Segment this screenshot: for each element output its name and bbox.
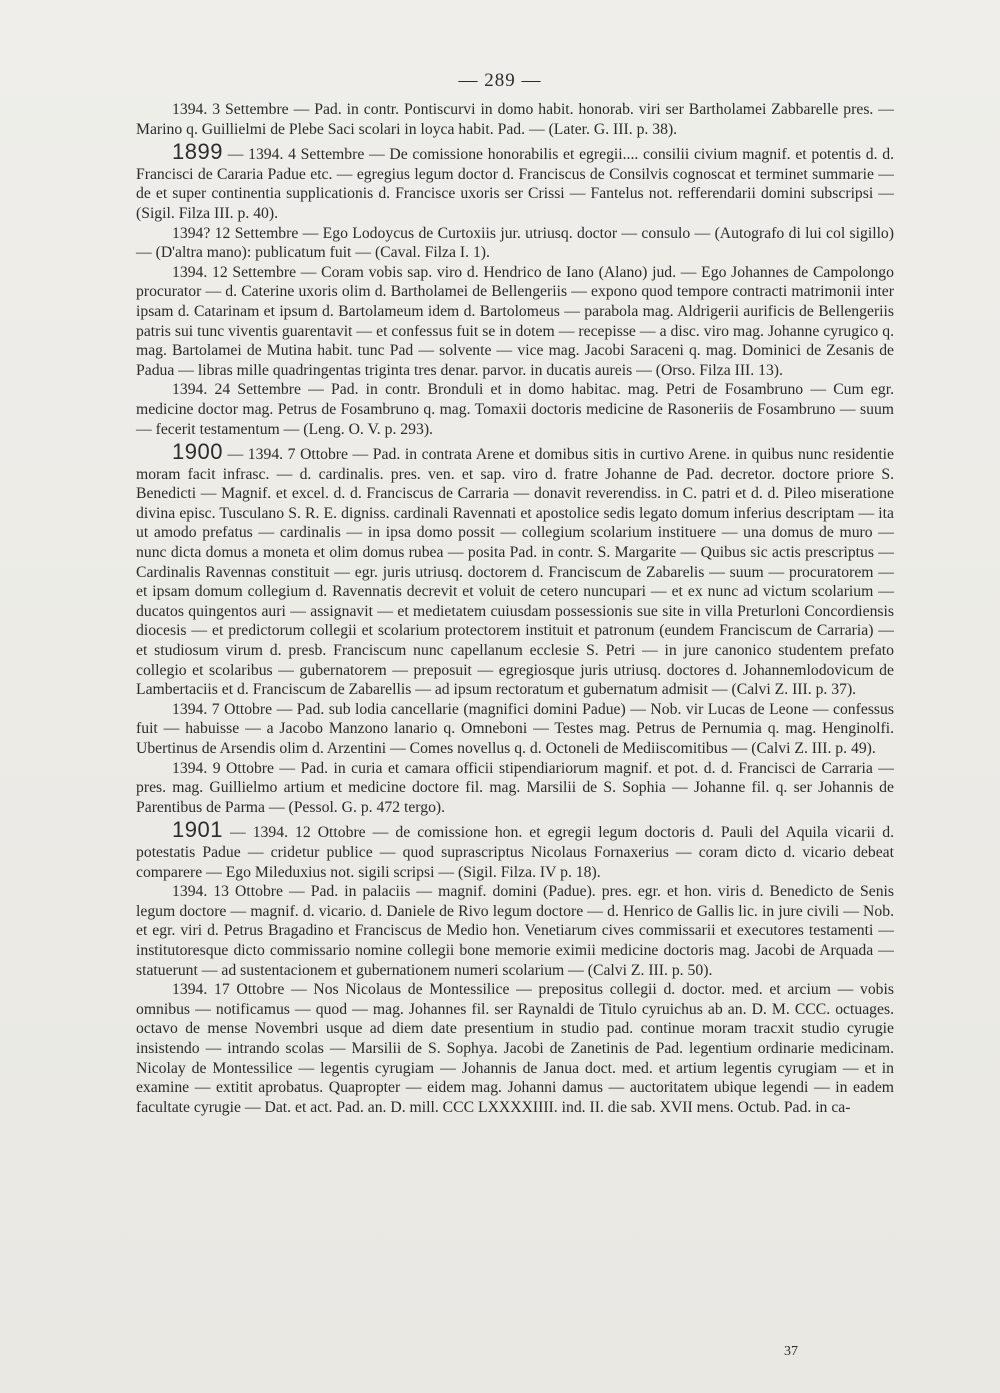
entry-text: 1394. 24 Settembre — Pad. in contr. Bronduli et in domo habitac. mag. Petri de Fosambruno — Cum egr. medicine doctor mag. Petrus de Fosambruno q. mag. Tomaxii doctoris medicine de Rasoneriis de Fosambruno — suum — fecerit testamentum — (Leng. O. V. p. 293).	[136, 381, 894, 438]
entry-text: 1394. 9 Ottobre — Pad. in curia et camara officii stipendiariorum magnif. et pot. d. d. Francisci de Carraria — pres. mag. Guillielmo artium et medicine doctore fil. mag. Marsilii de S. Sophia — Johanne fil. q. ser Johannis de Parentibus de Parma — (Pessol. G. p. 472 tergo).	[136, 759, 894, 816]
entry	[136, 980, 894, 1117]
entry	[136, 700, 894, 759]
entry	[136, 882, 894, 980]
document-number: 1899	[172, 139, 223, 165]
entry	[136, 759, 894, 818]
entry	[136, 439, 895, 700]
page-number: — 289 —	[458, 70, 542, 91]
entry	[136, 224, 894, 263]
entry-text: 1394. 3 Settembre — Pad. in contr. Pontiscurvi in domo habit. honorab. viri ser Bartholamei Zabbarelle pres. — Marino q. Guillielmi de Plebe Saci scolari in loyca habit. Pad. — (Later. G. III. p. 38).	[136, 101, 894, 138]
entry-text: 1394? 12 Settembre — Ego Lodoycus de Curtoxiis jur. utriusq. doctor — consulo — (Autografo di lui col sigillo) — (D'altra mano): publicatum fuit — (Caval. Filza I. 1).	[136, 224, 894, 262]
document-number: 1900	[172, 439, 223, 465]
signature-mark: 37	[784, 1344, 798, 1359]
entry-text: 1394. 7 Ottobre — Pad. sub lodia cancellarie (magnifici domini Padue) — Nob. vir Lucas de Leone — confessus fuit — habuisse — a Jacobo Manzono lanario q. Omneboni — Testes mag. Petrus de Pernumia q. mag. Henginolfi. Ubertinus de Arsendis olim d. Arzentini — Comes novellus q. d. Octoneli de Mediiscomitibus — (Calvi Z. III. p. 49).	[136, 700, 894, 757]
entry-text: 1394. 17 Ottobre — Nos Nicolaus de Montessilice — prepositus collegii d. doctor. med. et arcium — vobis omnibus — notificamus — quod — mag. Johannes fil. ser Raynaldi de Titulo cyruichus ab an. D. M. CCC. octuages. octavo de mense Novembri usque ad diem date presentium in studio pad. continue moram tracxit studio cyrugie insistendo — intrando scolas — Marsilii de S. Sophya. Jacobi de Zanetinis de Pad. legentium ordinarie medicinam. Nicolay de Montessilice — legentis cyrugiam — Johannis de Janua doct. med. et artium legentis cyrugiam — et in examine — extitit aprobatus. Quapropter — eidem mag. Johanni damus — auctoritatem ubique legendi — in eadem facultate cyrugie — Dat. et act. Pad. an. D. mill. CCC LXXXXIIII. ind. II. die sab. XVII mens. Octub. Pad. in ca-	[136, 981, 894, 1116]
entry	[136, 100, 894, 139]
document-number: 1901	[172, 817, 223, 843]
entry	[136, 380, 894, 439]
body-text	[136, 100, 894, 1117]
entry	[136, 139, 895, 223]
entry-text: 1394. 12 Settembre — Coram vobis sap. viro d. Hendrico de Iano (Alano) jud. — Ego Johannes de Campolongo procurator — d. Caterine uxoris olim d. Bartholamei de Bellengeriis — expono quod tempore contracti matrimonii inter ipsam d. Catarinam et ipsum d. Bartolameum idem d. Bartolomeus — parabola mag. Aldrigerii aurificis de Bellengeriis patris sui tunc viventis guarentavit — et confessus fuit se in dotem — recepisse — a disc. viro mag. Johanne cyrugico q. mag. Bartolamei de Mutina habit. tunc Pad — solvente — vice mag. Jacobi Saraceni q. mag. Dominici de Zesanis de Padua — libras mille quadringentas triginta tres denar. parvor. in ducatis aureis — (Orso. Filza III. 13).	[136, 263, 894, 379]
entry-text: — 1394. 12 Ottobre — de comissione hon. et egregii legum doctoris d. Pauli del Aquila vicarii d. potestatis Padue — cridetur publice — quod suprascriptus Nicolaus Fornaxerius — coram dicto d. vicario debeat comparere — Ego Mileduxius not. sigili scripsi — (Sigil. Filza. IV p. 18).	[136, 824, 894, 881]
entry	[136, 263, 894, 381]
entry-text: — 1394. 7 Ottobre — Pad. in contrata Arene et domibus sitis in curtivo Arene. in quibus nunc residentie moram facit infrasc. — d. cardinalis. pres. ven. et sap. viro d. fratre Johanne de Pad. decretor. doctore priore S. Benedicti — Magnif. et excel. d. d. Franciscus de Carraria — donavit reverendiss. in C. patri et d. d. Pileo miseratione divina episc. Tusculano S. R. E. digniss. cardinali Ravennati et apostolice sedis legato domum inferius descriptam — ita ut amodo prefatus — cardinalis — in ipsa domo possit — collegium scolarium instituere — una domus de muro — nunc dicta domus a moneta et olim domus rubea — posita Pad. in contr. S. Margarite — Quibus sic actis prescriptus — Cardinalis Ravennas constituit — egr. juris utriusq. doctorem d. Franciscum de Zabarelis — suum — procuratorem — et ipsam domum collegium d. Ravennatis decrevit et voluit de cetero nuncupari — et ex nunc ad victum scolarium — ducatos quingentos auri — assignavit — et medietatem cuiusdam possessionis sue site in villa Preturloni Concordiensis diocesis — et predictorum collegii et scolarium protectorem instituit et patronum (eundem Franciscum de Carraria) — et studiosum virum d. presb. Franciscum nunc capellanum ecclesie S. Petri — in jure canonico studentem prefato collegio et scolaribus — gubernatorem — preposuit — egregiosque juris utriusq. doctores d. Johannemlodovicum de Lambertaciis et d. Franciscum de Zabarellis — ad ipsum rectoratum et gubernatum admisit — (Calvi Z. III. p. 37).	[136, 446, 895, 699]
entry-text: 1394. 13 Ottobre — Pad. in palaciis — magnif. domini (Padue). pres. egr. et hon. viris d. Benedicto de Senis legum doctore — magnif. d. vicario. d. Daniele de Rivo legum doctore — d. Henrico de Gallis lic. in jure civili — Nob. et egr. viri d. Petrus Bragadino et Franciscus de Medio hon. Venetiarum cives commissarii et executores testamenti — institutoresque dicto commissario nomine collegii bone memorie eximii medicine doctoris mag. Jacobi de Arquada — statuerunt — ad sustentacionem et gubernationem numeri scolarium — (Calvi Z. III. p. 50).	[136, 883, 894, 979]
entry	[136, 817, 894, 882]
entry-text: — 1394. 4 Settembre — De comissione honorabilis et egregii.... consilii civium magnif. et potentis d. d. Francisci de Cararia Padue etc. — egregius legum doctor d. Franciscus de Consilvis cognoscat et terminet summarie — de et super continentia supplicationis d. Francisce uxoris ser Crissi — Fantelus not. refferendarii domini subscripsi — (Sigil. Filza III. p. 40).	[136, 146, 895, 222]
